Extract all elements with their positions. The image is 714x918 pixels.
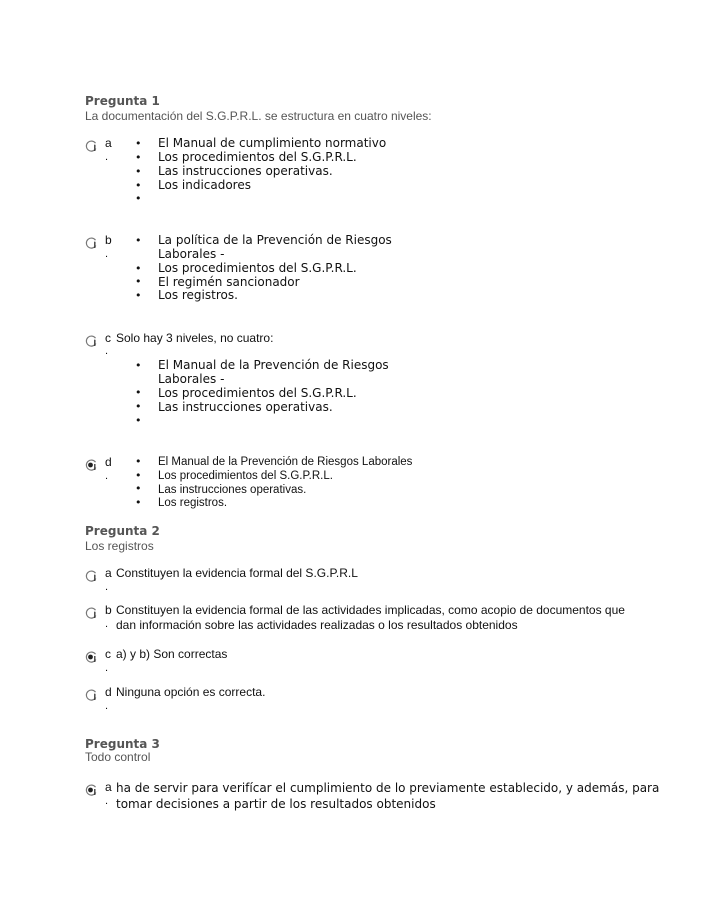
q1-option-b-dot: . [105,248,109,260]
q2-option-b-text-line1: Constituyen la evidencia formal de las actividades implicadas, como acopio de documentos que [116,603,625,617]
q1-option-b-radio[interactable] [85,237,97,249]
q1-option-b-letter: b [105,233,112,247]
q1-option-d-radio[interactable] [85,459,97,471]
q1-option-b-item: El regimén sancionador [158,275,300,289]
bullet [135,138,142,149]
q2-option-c-text: a) y b) Son correctas [116,647,228,661]
question-2-text: Los registros [85,539,154,553]
q1-option-a-radio[interactable] [85,140,97,152]
question-2-title: Pregunta 2 [85,524,160,538]
q1-option-c-item: Laborales - [158,372,225,386]
q2-option-a-radio[interactable] [85,570,97,582]
q1-option-c-text: Solo hay 3 niveles, no cuatro: [116,331,274,345]
bullet [135,415,142,426]
q2-option-a-dot: . [105,581,109,593]
q3-option-a-text-line2: tomar decisiones a partir de los resultados obtenidos [116,797,436,811]
bullet [135,276,142,287]
q1-option-a-item: El Manual de cumplimiento normativo [158,136,387,150]
q1-option-d-item: Los procedimientos del S.G.P.R.L. [158,470,333,482]
bullet [135,263,142,274]
q1-option-c-letter: c [105,331,111,345]
q1-option-a-item: Los indicadores [158,178,251,192]
q2-option-d-radio[interactable] [85,689,97,701]
q1-option-c-radio[interactable] [85,335,97,347]
question-3-text: Todo control [85,750,151,764]
q1-option-b-item: Los registros. [158,288,238,302]
q1-option-b-item: Los procedimientos del S.G.P.R.L. [158,261,357,275]
bullet [135,290,142,301]
bullet [135,401,142,412]
bullet [135,360,142,371]
q1-option-a-letter: a [105,136,112,150]
question-1-title: Pregunta 1 [85,94,160,108]
q1-option-c-item: Las instrucciones operativas. [158,400,333,414]
q1-option-c-item: Los procedimientos del S.G.P.R.L. [158,386,357,400]
q3-option-a-dot: . [105,795,109,807]
q1-option-a-dot: . [105,151,109,163]
q2-option-a-text: Constituyen la evidencia formal del S.G.P.R.L [116,566,358,580]
q1-option-d-dot: . [105,470,109,482]
bullet [135,483,142,494]
question-3-title: Pregunta 3 [85,737,160,751]
bullet [135,193,142,204]
bullet [135,166,142,177]
q1-option-d-item: El Manual de la Prevención de Riesgos Laborales [158,456,413,468]
q1-option-b-item: La política de la Prevención de Riesgos [158,233,392,247]
q1-option-d-item: Los registros. [158,497,228,509]
bullet [135,152,142,163]
bullet [135,497,142,508]
question-1-text: La documentación del S.G.P.R.L. se estructura en cuatro niveles: [85,109,432,123]
q1-option-b-item: Laborales - [158,247,225,261]
q1-option-d-item: Las instrucciones operativas. [158,484,307,496]
q2-option-d-dot: . [105,700,109,712]
q1-option-c-dot: . [105,345,109,357]
q2-option-b-radio[interactable] [85,607,97,619]
bullet [135,180,142,191]
q2-option-b-text-line2: dan información sobre las actividades realizadas o los resultados obtenidos [116,618,518,632]
q3-option-a-radio[interactable] [85,784,97,796]
bullet [135,235,142,246]
q3-option-a-letter: a [105,780,112,794]
bullet [135,456,142,467]
q2-option-c-radio[interactable] [85,651,97,663]
q2-option-b-letter: b [105,603,112,617]
q2-option-c-dot: . [105,662,109,674]
q1-option-d-letter: d [105,455,112,469]
bullet [135,470,142,481]
q2-option-a-letter: a [105,566,112,580]
q3-option-a-text-line1: ha de servir para verifícar el cumplimiento de lo previamente establecido, y además, para [116,781,660,795]
bullet [135,387,142,398]
q1-option-a-item: Las instrucciones operativas. [158,164,333,178]
q1-option-a-item: Los procedimientos del S.G.P.R.L. [158,150,357,164]
q2-option-d-text: Ninguna opción es correcta. [116,685,266,699]
q2-option-c-letter: c [105,647,111,661]
q1-option-c-item: El Manual de la Prevención de Riesgos [158,358,389,372]
q2-option-b-dot: . [105,618,109,630]
q2-option-d-letter: d [105,685,112,699]
